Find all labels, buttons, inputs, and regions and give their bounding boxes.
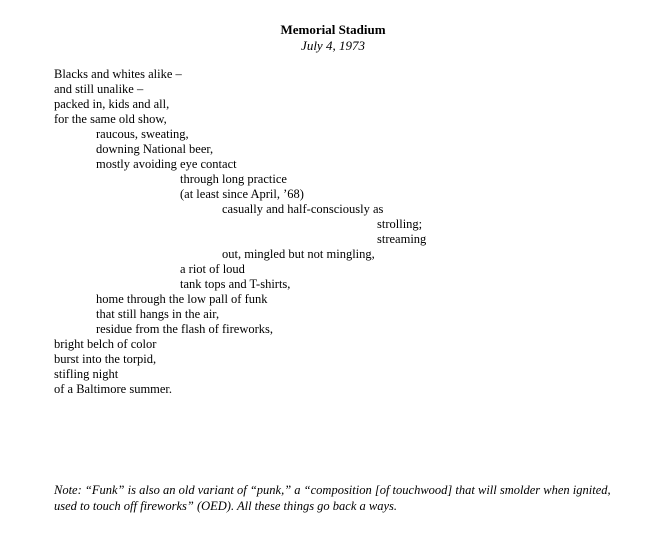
poem-line: casually and half-consciously as	[222, 202, 384, 216]
poem-line: downing National beer,	[96, 142, 214, 156]
poem-line: Blacks and whites alike –	[54, 67, 182, 81]
poem-line: and still unalike –	[54, 82, 144, 96]
poem-title: Memorial Stadium	[280, 22, 386, 37]
poem-line: (at least since April, ’68)	[180, 187, 304, 201]
poem-line: home through the low pall of funk	[96, 292, 268, 306]
poem-line: mostly avoiding eye contact	[96, 157, 237, 171]
poem-line: packed in, kids and all,	[54, 97, 170, 111]
poem-line: stifling night	[54, 367, 119, 381]
poem-line: strolling;	[377, 217, 423, 231]
poem-line: bright belch of color	[54, 337, 157, 351]
poem-line: a riot of loud	[180, 262, 245, 276]
poem-line: that still hangs in the air,	[96, 307, 220, 321]
footnote: Note: “Funk” is also an old variant of “punk,” a “composition [of touchwood] that will smolder when ignited, used to touch off fireworks” (OED). All these things go back a ways.	[54, 483, 611, 513]
poem-line: out, mingled but not mingling,	[222, 247, 375, 261]
poem-line: of a Baltimore summer.	[54, 382, 173, 396]
poem-line: streaming	[377, 232, 427, 246]
poem-line: raucous, sweating,	[96, 127, 189, 141]
poem-line: through long practice	[180, 172, 287, 186]
poem-date: July 4, 1973	[301, 38, 365, 53]
poem-line: for the same old show,	[54, 112, 167, 126]
poem-line: tank tops and T-shirts,	[180, 277, 291, 291]
poem-line: residue from the flash of fireworks,	[96, 322, 274, 336]
poem-line: burst into the torpid,	[54, 352, 157, 366]
